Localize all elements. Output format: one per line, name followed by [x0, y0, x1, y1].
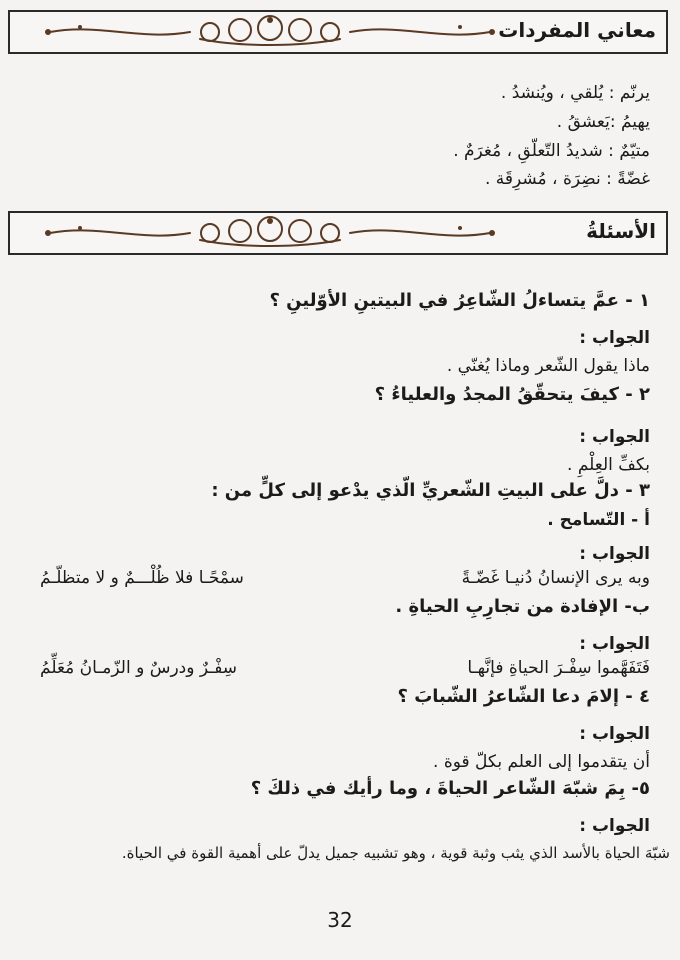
answer-label: الجواب : — [579, 544, 650, 564]
question-3b: ب- الإفادة من تجارِبِ الحياةِ . — [395, 596, 650, 617]
question-3a: أ - التّسامح . — [547, 510, 650, 530]
answer-1: ماذا يقول الشّعر وماذا يُغنّي . — [446, 356, 650, 376]
question-1: ١ - عمَّ يتساءلُ الشّاعِرُ في البيتينِ الأوّلينِ ؟ — [269, 290, 650, 311]
question-2: ٢ - كيفَ يتحقّقُ المجدُ والعلياءُ ؟ — [374, 384, 650, 405]
question-4: ٤ - إلامَ دعا الشّاعرُ الشّبابَ ؟ — [397, 686, 650, 707]
questions-section-title: الأسئلةُ — [586, 219, 656, 243]
answer-4: أن يتقدموا إلى العلم بكلّ قوة . — [433, 752, 650, 772]
vocab-section-title: معاني المفردات — [498, 18, 656, 42]
verse-hemistich-1: فَتَفَهَّموا سِفْـرَ الحياةِ فإنَّهـا — [467, 658, 650, 678]
decorative-ornament-icon — [40, 15, 500, 49]
vocab-item: يرنّم : يُلقي ، ويُنشدُ . — [500, 83, 650, 103]
question-3: ٣ - دلَّ على البيتِ الشّعريِّ الّذي يدْعو إلى كلٍّ من : — [211, 480, 650, 501]
answer-label: الجواب : — [579, 634, 650, 654]
answer-5: شبّهَ الحياة بالأسد الذي يثب وثبة قوية ، وهو تشبيه جميل يدلّ على أهمية القوة في الحياة. — [121, 844, 670, 862]
vocab-item: يهيمُ :يَعشقُ . — [556, 112, 650, 132]
page-number: 32 — [327, 908, 353, 932]
vocab-item: غضّةً : نضِرَة ، مُشرِقَة . — [484, 169, 650, 189]
vocab-section-header — [8, 10, 668, 54]
questions-section-header — [8, 211, 668, 255]
answer-label: الجواب : — [579, 816, 650, 836]
answer-label: الجواب : — [579, 427, 650, 447]
answer-2: بكفِّ العِلْمِ . — [567, 455, 650, 475]
answer-label: الجواب : — [579, 724, 650, 744]
vocab-item: متيّمٌ : شديدُ التّعلّقِ ، مُغرَمٌ . — [453, 141, 650, 161]
decorative-ornament-icon — [40, 216, 500, 250]
question-5: ٥- بِمَ شبّهَ الشّاعر الحياةَ ، وما رأيك في ذلكَ ؟ — [250, 778, 650, 799]
verse-hemistich-2: سمْحًـا فلا ظُلْـــمٌ و لا متظلّـمُ — [40, 568, 244, 588]
answer-label: الجواب : — [579, 328, 650, 348]
verse-hemistich-1: وبه يرى الإنسانُ دُنيـا غَضّـةً — [461, 568, 650, 588]
verse-hemistich-2: سِفْـرٌ ودرسٌ و الزّمـانُ مُعَلِّمُ — [40, 658, 238, 678]
